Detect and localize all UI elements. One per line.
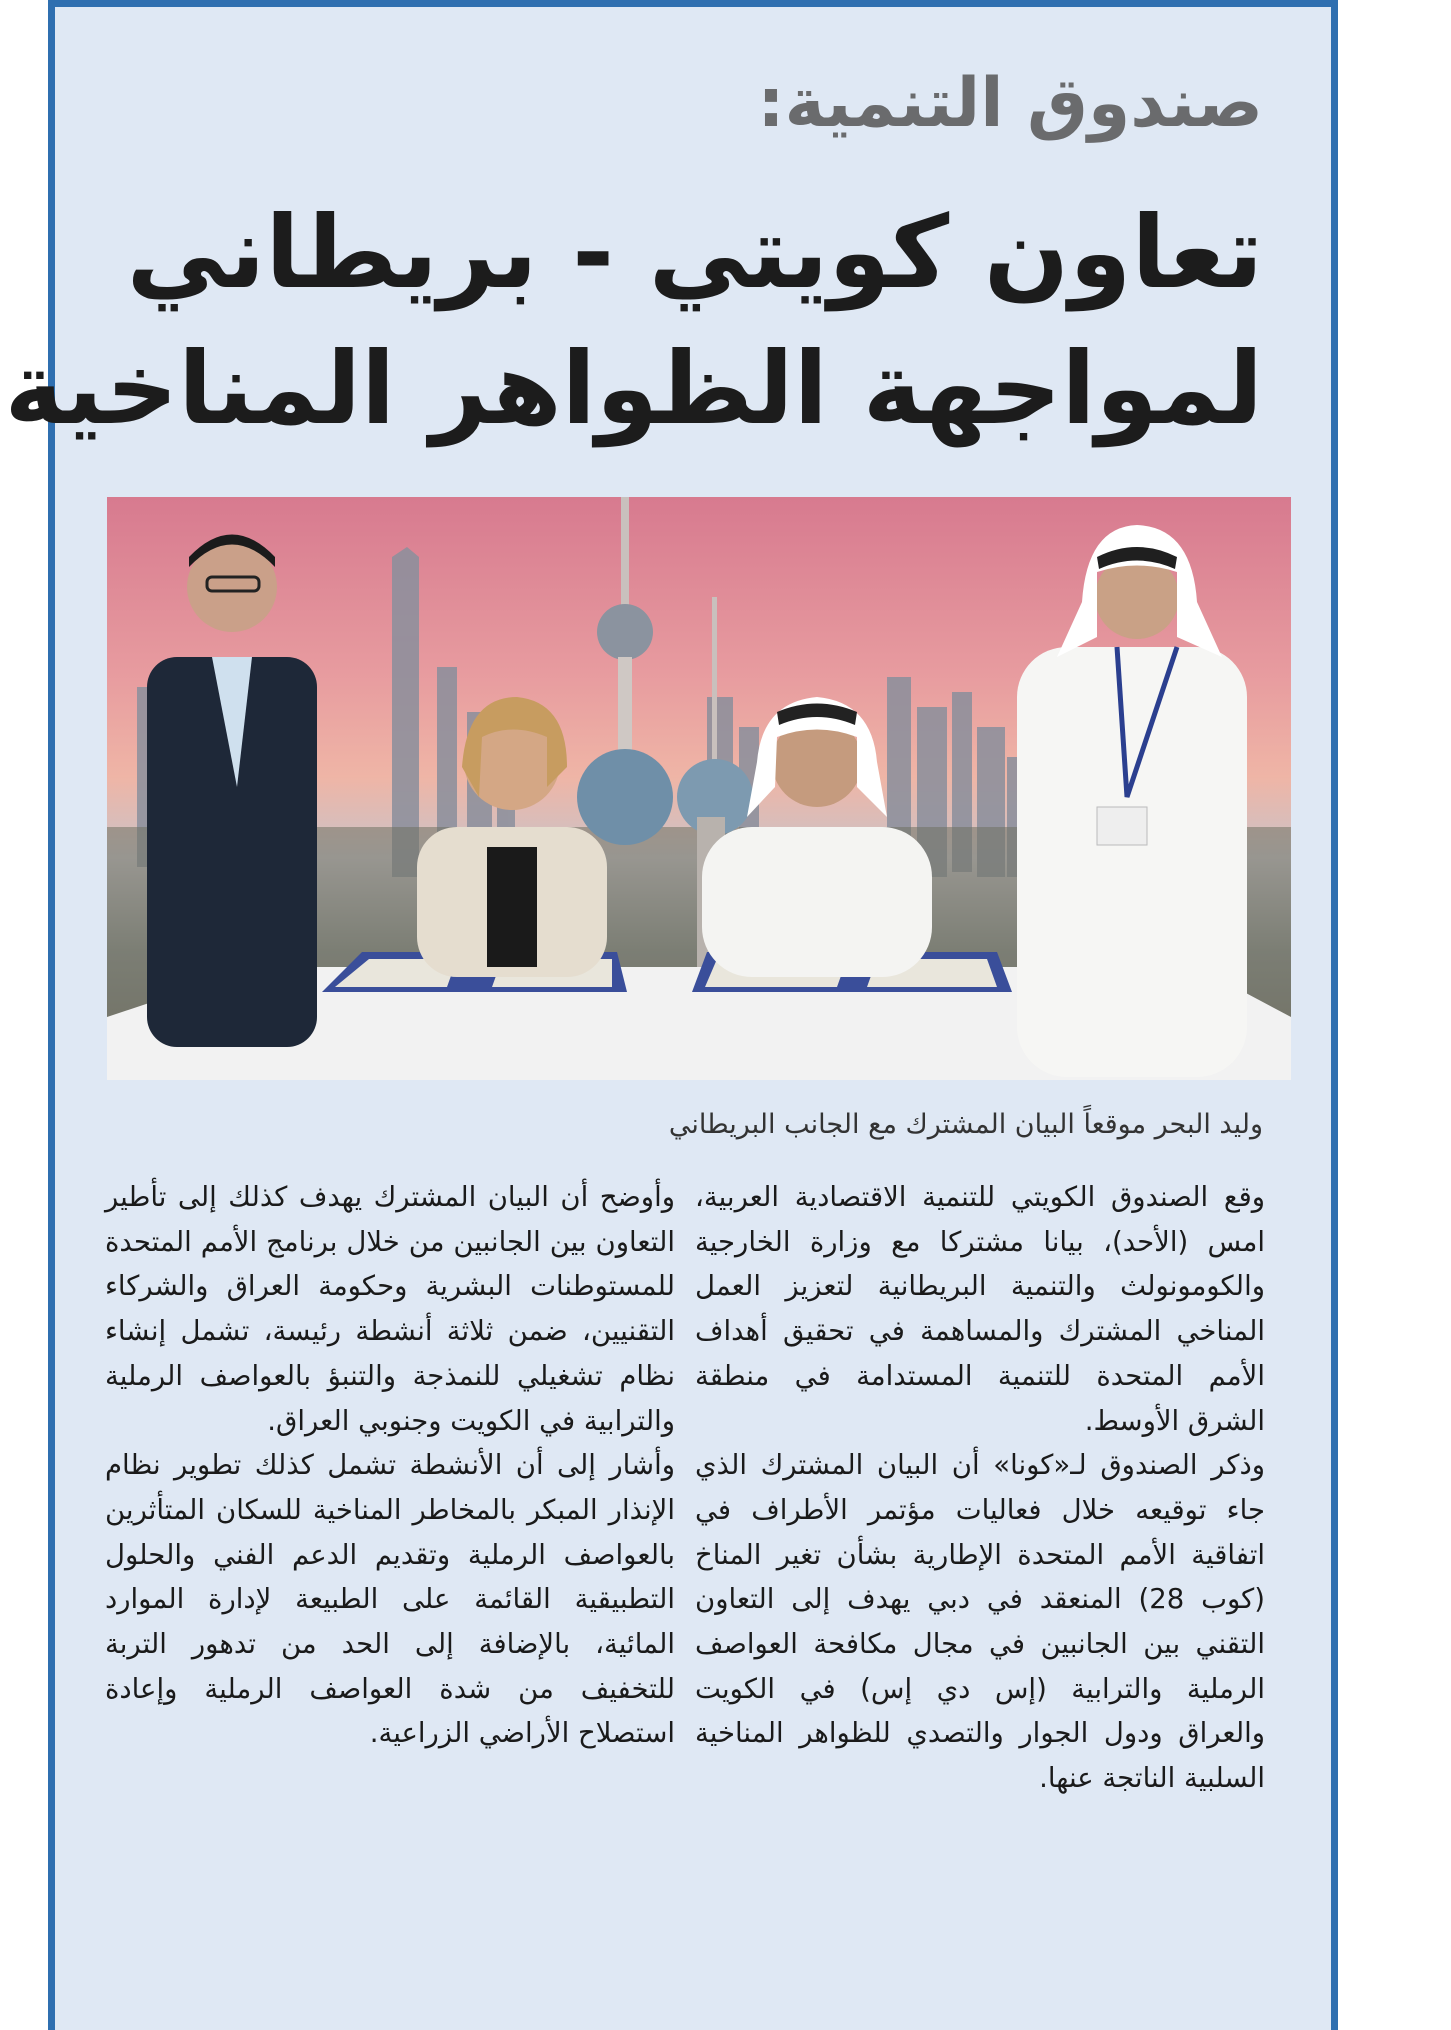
article-photo (107, 497, 1291, 1080)
signing-ceremony-illustration (107, 497, 1291, 1080)
headline-line-2: لمواجهة الظواهر المناخية (4, 330, 1263, 447)
paragraph: وذكر الصندوق لـ«كونا» أن البيان المشترك الذي جاء توقيعه خلال فعاليات مؤتمر الأطراف في اتفاقية الأمم المتحدة الإطارية بشأن تغير المناخ (كوب 28) المنعقد في دبي يهدف إلى التعاون التقني بين الجانبين في مجال مكافحة العواصف الرملية والترابية (إس دي إس) في الكويت والعراق ودول الجوار والتصدي للظواهر المناخية السلبية الناتجة عنها. (695, 1449, 1265, 1795)
article-headline (4, 185, 1263, 457)
paragraph: وأوضح أن البيان المشترك يهدف كذلك إلى تأطير التعاون بين الجانبين من خلال برنامج الأمم المتحدة للمستوطنات البشرية وحكومة العراق والشركاء التقنيين، ضمن ثلاثة أنشطة رئيسة، تشمل إنشاء نظام تشغيلي للنمذجة والتنبؤ بالعواصف الرملية والترابية في الكويت وجنوبي العراق. (105, 1181, 675, 1437)
article-column-right (695, 1175, 1265, 1801)
photo-caption: وليد البحر موقعاً البيان المشترك مع الجانب البريطاني (668, 1109, 1263, 1140)
headline-line-1: تعاون كويتي - بريطاني (126, 194, 1263, 311)
article-column-left (105, 1175, 675, 1756)
article-kicker: صندوق التنمية: (757, 64, 1263, 143)
paragraph: وقع الصندوق الكويتي للتنمية الاقتصادية العربية، امس (الأحد)، بيانا مشتركا مع وزارة الخارجية والكومونولث والتنمية البريطانية لتعزيز العمل المناخي المشترك والمساهمة في تحقيق أهداف الأمم المتحدة للتنمية المستدامة في منطقة الشرق الأوسط. (695, 1181, 1265, 1437)
article-frame (4, 0, 1338, 2030)
paragraph: وأشار إلى أن الأنشطة تشمل كذلك تطوير نظام الإنذار المبكر بالمخاطر المناخية للسكان المتأثرين بالعواصف الرملية وتقديم الدعم الفني والحلول التطبيقية القائمة على الطبيعة لإدارة الموارد المائية، بالإضافة إلى الحد من تدهور التربة للتخفيف من شدة العواصف الرملية وإعادة استصلاح الأراضي الزراعية. (105, 1449, 675, 1750)
